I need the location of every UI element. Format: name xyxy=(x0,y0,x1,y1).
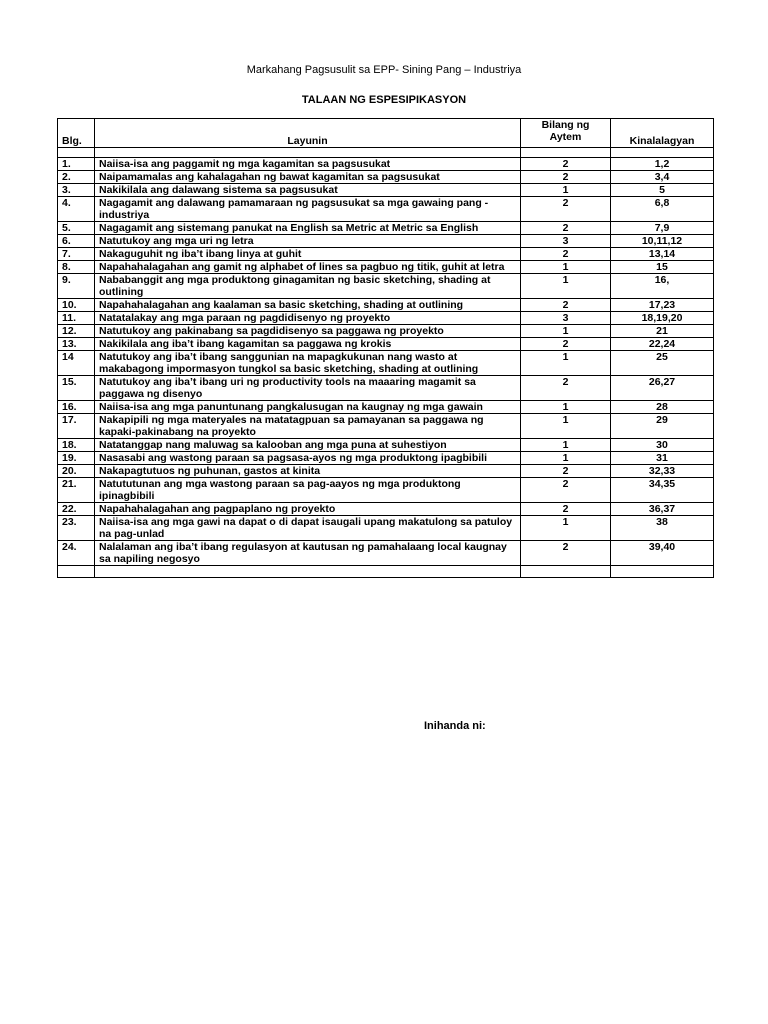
row-item-count: 2 xyxy=(521,299,611,312)
row-number: 19. xyxy=(58,452,95,465)
row-objective: Natutukoy ang mga uri ng letra xyxy=(95,235,521,248)
row-objective: Naiisa-isa ang mga gawi na dapat o di dapat isaugali upang makatulong sa patuloy na pag-unlad xyxy=(95,516,521,541)
header-number: Blg. xyxy=(58,119,95,148)
row-item-count: 2 xyxy=(521,248,611,261)
row-location: 25 xyxy=(611,351,714,376)
empty-cell xyxy=(58,566,95,578)
table-row xyxy=(58,197,714,222)
row-objective: Nababanggit ang mga produktong ginagamitan ng basic sketching, shading at outlining xyxy=(95,274,521,299)
row-number: 9. xyxy=(58,274,95,299)
table-row xyxy=(58,312,714,325)
table-row xyxy=(58,338,714,351)
row-objective: Nakikilala ang dalawang sistema sa pagsusukat xyxy=(95,184,521,197)
row-objective: Natatanggap nang maluwag sa kalooban ang mga puna at suhestiyon xyxy=(95,439,521,452)
row-location: 39,40 xyxy=(611,541,714,566)
row-location: 31 xyxy=(611,452,714,465)
row-location: 26,27 xyxy=(611,376,714,401)
row-location: 18,19,20 xyxy=(611,312,714,325)
row-number: 21. xyxy=(58,478,95,503)
row-objective: Naipamamalas ang kahalagahan ng bawat kagamitan sa pagsusukat xyxy=(95,171,521,184)
row-number: 10. xyxy=(58,299,95,312)
row-location: 3,4 xyxy=(611,171,714,184)
row-location: 28 xyxy=(611,401,714,414)
row-number: 1. xyxy=(58,158,95,171)
table-row xyxy=(58,184,714,197)
row-location: 17,23 xyxy=(611,299,714,312)
table-body xyxy=(58,158,714,566)
row-objective: Nalalaman ang iba’t ibang regulasyon at kautusan ng pamahalaang local kaugnay sa napiling negosyo xyxy=(95,541,521,566)
empty-cell xyxy=(95,148,521,158)
row-number: 4. xyxy=(58,197,95,222)
row-location: 1,2 xyxy=(611,158,714,171)
row-number: 20. xyxy=(58,465,95,478)
row-objective: Nasasabi ang wastong paraan sa pagsasa-ayos ng mga produktong ipagbibili xyxy=(95,452,521,465)
row-item-count: 1 xyxy=(521,439,611,452)
row-objective: Naiisa-isa ang mga panuntunang pangkalusugan na kaugnay ng mga gawain xyxy=(95,401,521,414)
table-row xyxy=(58,414,714,439)
table-row xyxy=(58,158,714,171)
row-objective: Nakikilala ang iba’t ibang kagamitan sa paggawa ng krokis xyxy=(95,338,521,351)
row-item-count: 1 xyxy=(521,325,611,338)
table-row xyxy=(58,248,714,261)
row-location: 34,35 xyxy=(611,478,714,503)
row-item-count: 1 xyxy=(521,414,611,439)
row-location: 13,14 xyxy=(611,248,714,261)
row-objective: Natutukoy ang iba’t ibang uri ng productivity tools na maaaring magamit sa paggawa ng disenyo xyxy=(95,376,521,401)
table-row xyxy=(58,478,714,503)
row-objective: Natutukoy ang iba’t ibang sanggunian na mapagkukunan nang wasto at makabagong impormasyon tungkol sa basic sketching, shading at outlining xyxy=(95,351,521,376)
row-number: 12. xyxy=(58,325,95,338)
table-row xyxy=(58,235,714,248)
row-objective: Natutukoy ang pakinabang sa pagdidisenyo sa paggawa ng proyekto xyxy=(95,325,521,338)
row-location: 32,33 xyxy=(611,465,714,478)
header-location: Kinalalagyan xyxy=(611,119,714,148)
empty-cell xyxy=(58,148,95,158)
row-objective: Nakaguguhit ng iba’t ibang linya at guhit xyxy=(95,248,521,261)
row-number: 16. xyxy=(58,401,95,414)
row-item-count: 1 xyxy=(521,351,611,376)
row-number: 13. xyxy=(58,338,95,351)
row-item-count: 3 xyxy=(521,312,611,325)
row-location: 22,24 xyxy=(611,338,714,351)
empty-cell xyxy=(611,566,714,578)
row-location: 30 xyxy=(611,439,714,452)
row-objective: Natatalakay ang mga paraan ng pagdidisenyo ng proyekto xyxy=(95,312,521,325)
row-location: 15 xyxy=(611,261,714,274)
row-number: 6. xyxy=(58,235,95,248)
document-subtitle: TALAAN NG ESPESIPIKASYON xyxy=(301,94,467,106)
table-row xyxy=(58,541,714,566)
row-location: 16, xyxy=(611,274,714,299)
row-number: 14 xyxy=(58,351,95,376)
row-number: 24. xyxy=(58,541,95,566)
row-number: 22. xyxy=(58,503,95,516)
row-location: 29 xyxy=(611,414,714,439)
row-location: 7,9 xyxy=(611,222,714,235)
table-row xyxy=(58,452,714,465)
row-objective: Napahahalagahan ang pagpaplano ng proyekto xyxy=(95,503,521,516)
row-item-count: 1 xyxy=(521,184,611,197)
row-item-count: 2 xyxy=(521,197,611,222)
header-item-count: Bilang ng Aytem xyxy=(521,119,611,148)
row-location: 38 xyxy=(611,516,714,541)
row-item-count: 1 xyxy=(521,516,611,541)
empty-cell xyxy=(521,566,611,578)
row-item-count: 2 xyxy=(521,503,611,516)
table-row xyxy=(58,401,714,414)
table-row xyxy=(58,171,714,184)
row-number: 2. xyxy=(58,171,95,184)
row-item-count: 2 xyxy=(521,158,611,171)
row-objective: Nagagamit ang sistemang panukat na English sa Metric at Metric sa English xyxy=(95,222,521,235)
row-location: 21 xyxy=(611,325,714,338)
prepared-by-label: Inihanda ni: xyxy=(424,720,486,732)
table-row xyxy=(58,503,714,516)
row-location: 6,8 xyxy=(611,197,714,222)
document-title: Markahang Pagsusulit sa EPP- Sining Pang – Industriya xyxy=(246,64,522,76)
row-number: 3. xyxy=(58,184,95,197)
table-row xyxy=(58,516,714,541)
row-objective: Naiisa-isa ang paggamit ng mga kagamitan sa pagsusukat xyxy=(95,158,521,171)
empty-cell xyxy=(611,148,714,158)
table-header-row xyxy=(58,119,714,148)
row-objective: Nakapagtutuos ng puhunan, gastos at kinita xyxy=(95,465,521,478)
row-objective: Napahahalagahan ang gamit ng alphabet of lines sa pagbuo ng titik, guhit at letra xyxy=(95,261,521,274)
table-row xyxy=(58,351,714,376)
row-item-count: 2 xyxy=(521,465,611,478)
row-number: 5. xyxy=(58,222,95,235)
row-item-count: 2 xyxy=(521,171,611,184)
row-objective: Nakapipili ng mga materyales na matatagpuan sa pamayanan sa paggawa ng kapaki-pakinabang na proyekto xyxy=(95,414,521,439)
table-row xyxy=(58,222,714,235)
row-number: 23. xyxy=(58,516,95,541)
row-number: 18. xyxy=(58,439,95,452)
row-item-count: 1 xyxy=(521,274,611,299)
table-row xyxy=(58,274,714,299)
row-item-count: 2 xyxy=(521,338,611,351)
table-row xyxy=(58,325,714,338)
row-item-count: 1 xyxy=(521,401,611,414)
row-number: 17. xyxy=(58,414,95,439)
row-item-count: 2 xyxy=(521,478,611,503)
table-spacer-row xyxy=(58,148,714,158)
row-number: 8. xyxy=(58,261,95,274)
row-item-count: 3 xyxy=(521,235,611,248)
specification-table xyxy=(57,118,714,578)
row-item-count: 1 xyxy=(521,261,611,274)
row-item-count: 1 xyxy=(521,452,611,465)
row-number: 7. xyxy=(58,248,95,261)
row-item-count: 2 xyxy=(521,376,611,401)
row-objective: Natututunan ang mga wastong paraan sa pag-aayos ng mga produktong ipinagbibili xyxy=(95,478,521,503)
table-row xyxy=(58,376,714,401)
row-objective: Napahahalagahan ang kaalaman sa basic sketching, shading at outlining xyxy=(95,299,521,312)
row-item-count: 2 xyxy=(521,222,611,235)
row-location: 10,11,12 xyxy=(611,235,714,248)
row-item-count: 2 xyxy=(521,541,611,566)
row-number: 11. xyxy=(58,312,95,325)
empty-cell xyxy=(521,148,611,158)
header-objective: Layunin xyxy=(95,119,521,148)
table-row xyxy=(58,299,714,312)
table-row xyxy=(58,261,714,274)
row-number: 15. xyxy=(58,376,95,401)
empty-cell xyxy=(95,566,521,578)
row-location: 36,37 xyxy=(611,503,714,516)
table-row xyxy=(58,465,714,478)
table-row xyxy=(58,439,714,452)
row-objective: Nagagamit ang dalawang pamamaraan ng pagsusukat sa mga gawaing pang - industriya xyxy=(95,197,521,222)
row-location: 5 xyxy=(611,184,714,197)
table-empty-row xyxy=(58,566,714,578)
